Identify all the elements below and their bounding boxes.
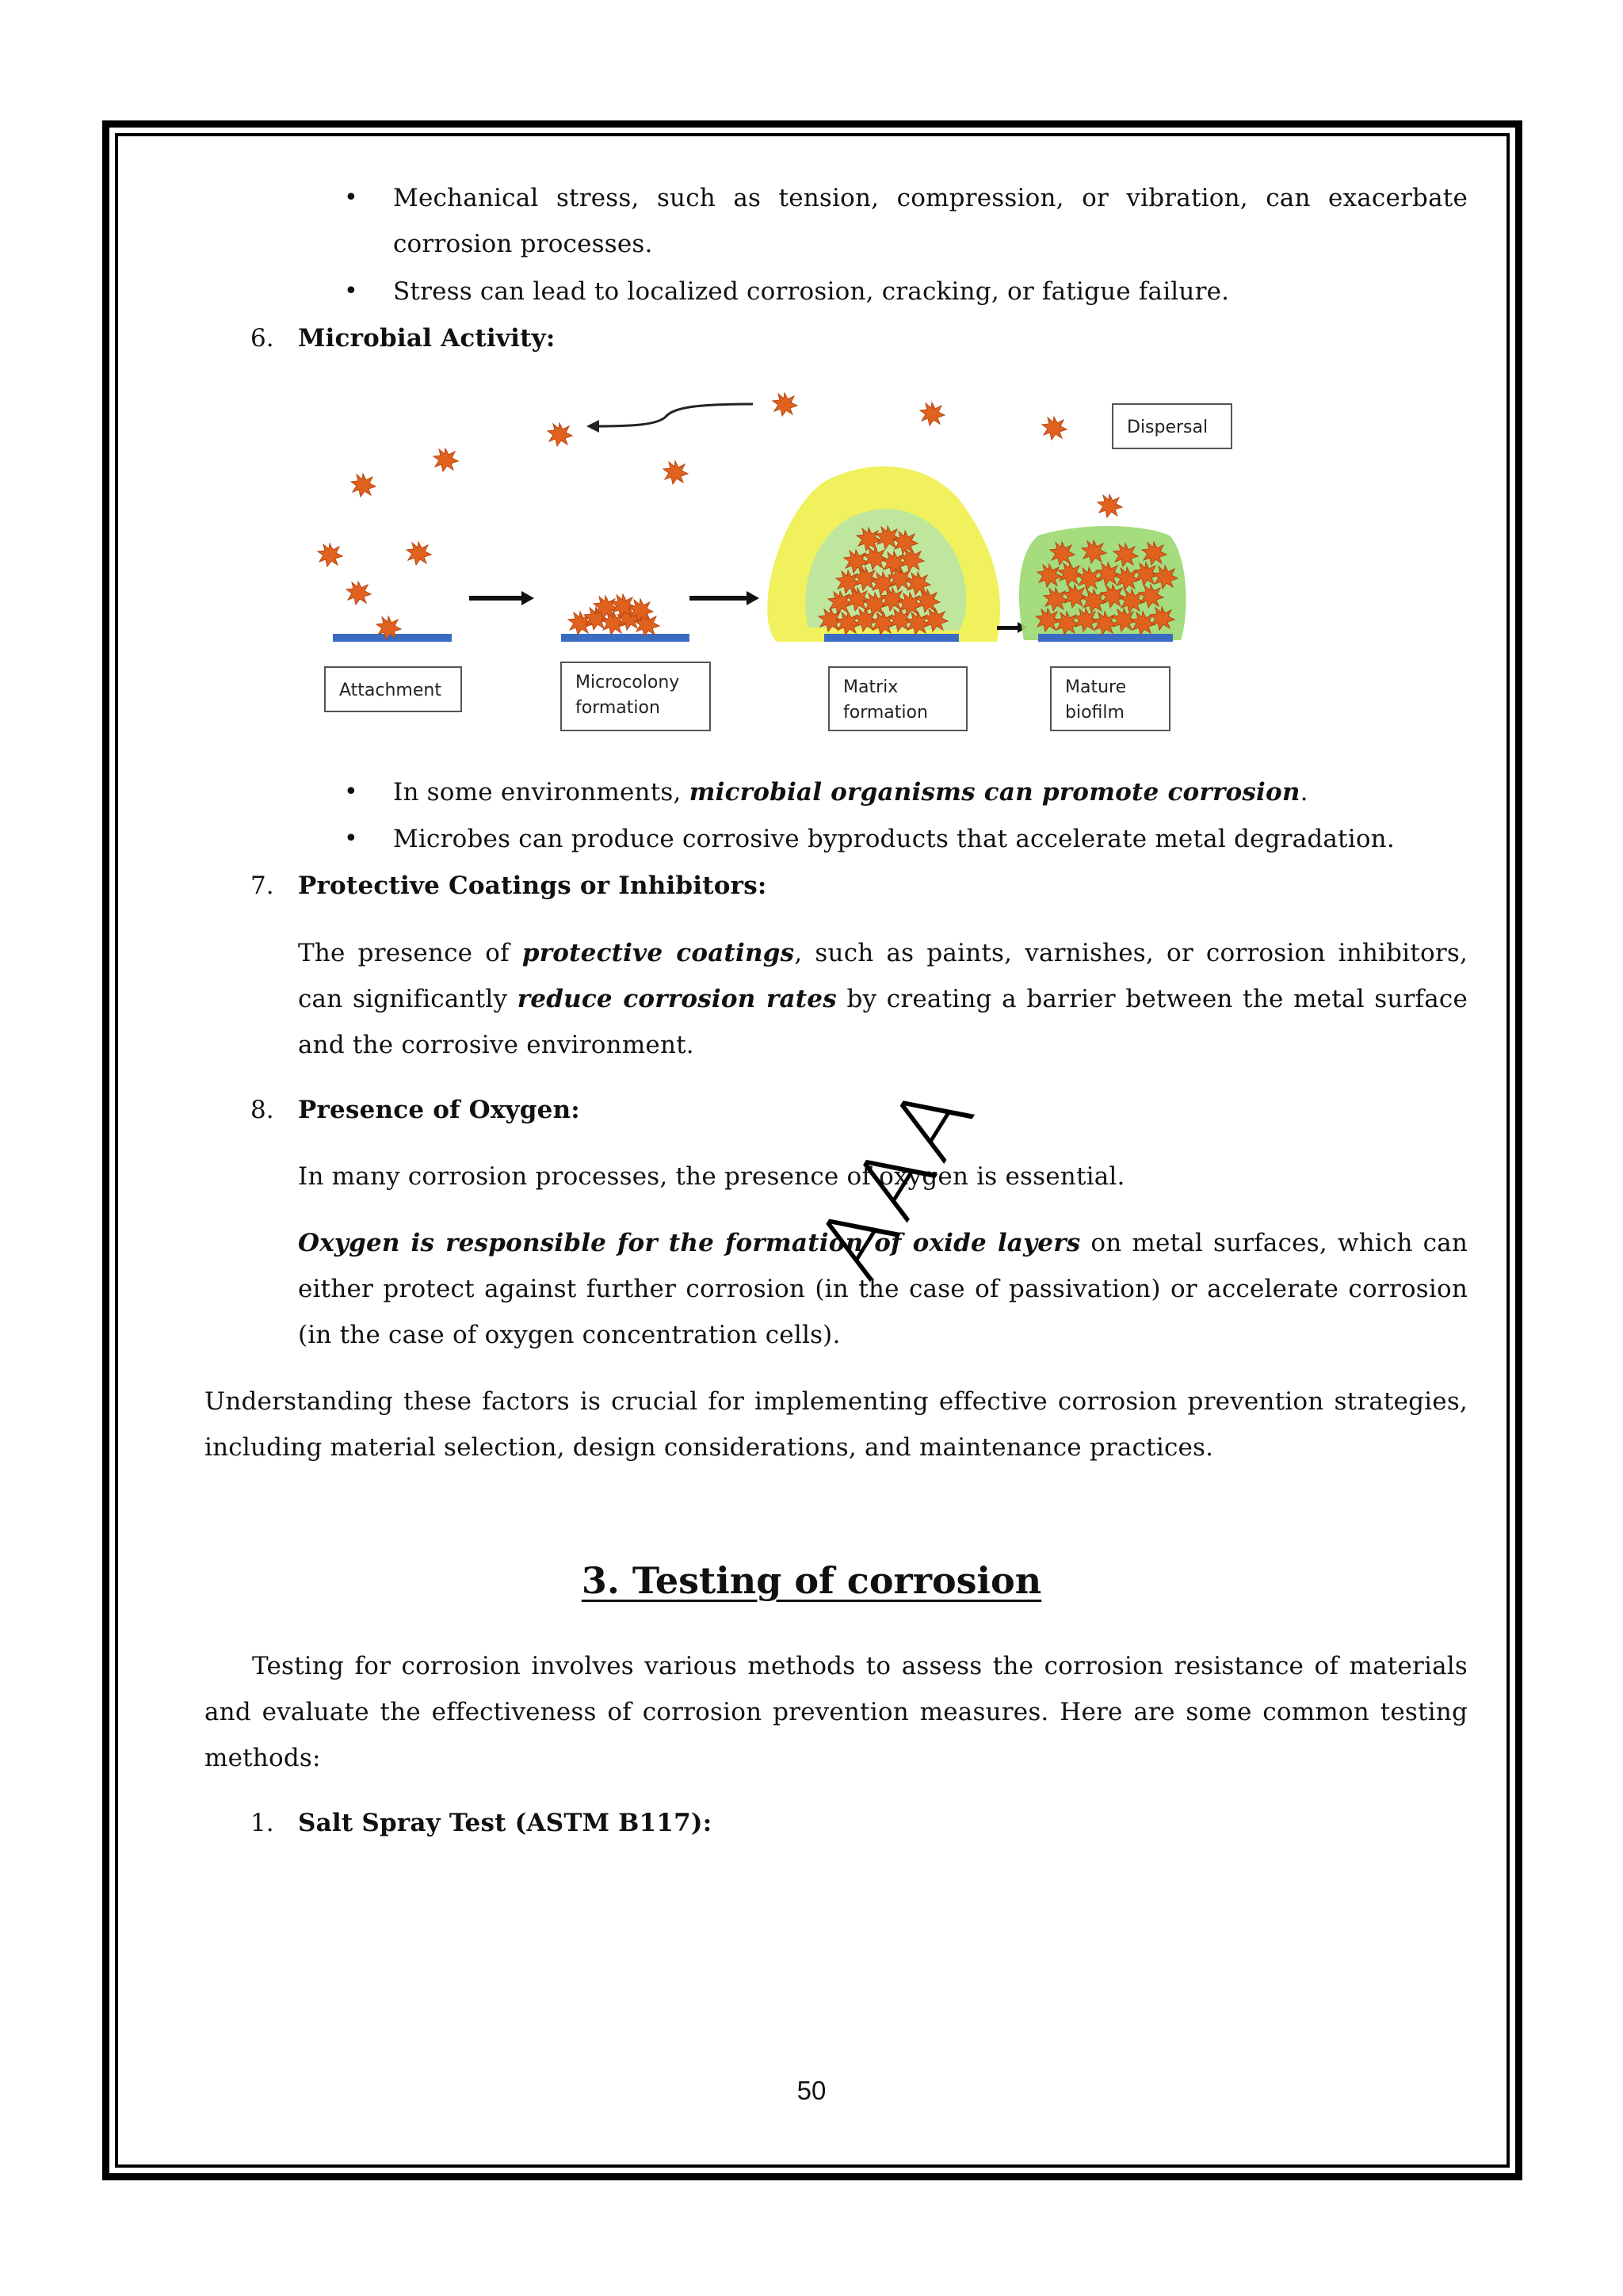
- label-matrix-line1: Matrix: [843, 677, 899, 697]
- item-title-coatings: Protective Coatings or Inhibitors:: [298, 871, 767, 900]
- section3-intro-line3: methods:: [204, 1744, 321, 1772]
- item-number: 8.: [250, 1096, 274, 1124]
- microbe-icon: [351, 474, 376, 497]
- bullet-marker: •: [344, 277, 358, 305]
- surface-bar: [824, 634, 959, 642]
- microbe-icon: [318, 543, 342, 566]
- microbe-icon: [407, 542, 431, 565]
- label-attachment: Attachment: [339, 681, 441, 700]
- para-coatings-line2: can significantly reduce corrosion rates by creating a barrier between the metal surface: [298, 985, 1468, 1013]
- item-title-oxygen: Presence of Oxygen:: [298, 1096, 580, 1124]
- microbe-icon: [548, 423, 572, 446]
- item-number: 6.: [250, 324, 274, 353]
- label-mature-line1: Mature: [1065, 677, 1127, 697]
- dispersal-arrow: [596, 404, 753, 426]
- label-microcolony-line2: formation: [575, 698, 660, 718]
- page-number: 50: [796, 2076, 827, 2105]
- bullet-microbial-promote: In some environments, microbial organisms can promote corrosion.: [393, 778, 1308, 807]
- microbe-icon: [1042, 417, 1067, 440]
- microcolony-cluster: [568, 594, 659, 636]
- surface-bar: [1038, 634, 1173, 642]
- para-oxygen-essential: In many corrosion processes, the presence of oxygen is essential.: [298, 1162, 1125, 1191]
- para-coatings-line1: The presence of protective coatings, such as paints, varnishes, or corrosion inhibitors,: [298, 939, 1468, 967]
- item-title-salt-spray: Salt Spray Test (ASTM B117):: [298, 1809, 712, 1837]
- section3-intro-line1: Testing for corrosion involves various methods to assess the corrosion resistance of materials: [252, 1652, 1468, 1680]
- bullet-stress-localized: Stress can lead to localized corrosion, cracking, or fatigue failure.: [393, 277, 1230, 306]
- bullet-stress-line1: Mechanical stress, such as tension, compression, or vibration, can exacerbate: [393, 184, 1468, 212]
- item-title-microbial: Microbial Activity:: [298, 324, 556, 353]
- bullet-stress-line2: corrosion processes.: [393, 230, 653, 258]
- summary-line2: including material selection, design considerations, and maintenance practices.: [204, 1433, 1214, 1462]
- item-number: 7.: [250, 871, 274, 900]
- label-dispersal: Dispersal: [1127, 418, 1209, 437]
- para-oxygen-line2: either protect against further corrosion (in the case of passivation) or accelerate corrosion: [298, 1275, 1468, 1303]
- bullet-marker: •: [344, 184, 358, 212]
- microbe-icon: [346, 582, 371, 605]
- stage-arrow: [747, 591, 759, 605]
- item-number: 1.: [250, 1809, 274, 1837]
- label-microcolony-line1: Microcolony: [575, 673, 680, 692]
- stage-arrow: [521, 591, 534, 605]
- label-mature-line2: biofilm: [1065, 703, 1125, 723]
- watermark-text: AAA: [794, 1062, 997, 1297]
- para-oxygen-line1: Oxygen is responsible for the formation of oxide layers on metal surfaces, which can: [298, 1229, 1468, 1257]
- label-matrix-line2: formation: [843, 703, 928, 723]
- microbe-icon: [1098, 494, 1122, 517]
- para-coatings-line3: and the corrosive environment.: [298, 1031, 694, 1059]
- microbe-icon: [920, 402, 945, 425]
- microbe-icon: [433, 448, 458, 471]
- microbe-icon: [663, 461, 688, 484]
- section3-intro-line2: and evaluate the effectiveness of corrosion prevention measures. Here are some common testing: [204, 1698, 1468, 1726]
- microbe-icon: [773, 393, 797, 416]
- surface-bar: [561, 634, 689, 642]
- summary-line1: Understanding these factors is crucial for implementing effective corrosion prevention strategies,: [204, 1387, 1468, 1416]
- section-heading: 3. Testing of corrosion: [581, 1559, 1042, 1602]
- bullet-microbial-byproducts: Microbes can produce corrosive byproducts that accelerate metal degradation.: [393, 825, 1395, 853]
- para-oxygen-line3: (in the case of oxygen concentration cells).: [298, 1321, 841, 1349]
- bullet-marker: •: [344, 825, 358, 852]
- bullet-marker: •: [344, 778, 358, 806]
- biofilm-diagram: [301, 380, 1252, 745]
